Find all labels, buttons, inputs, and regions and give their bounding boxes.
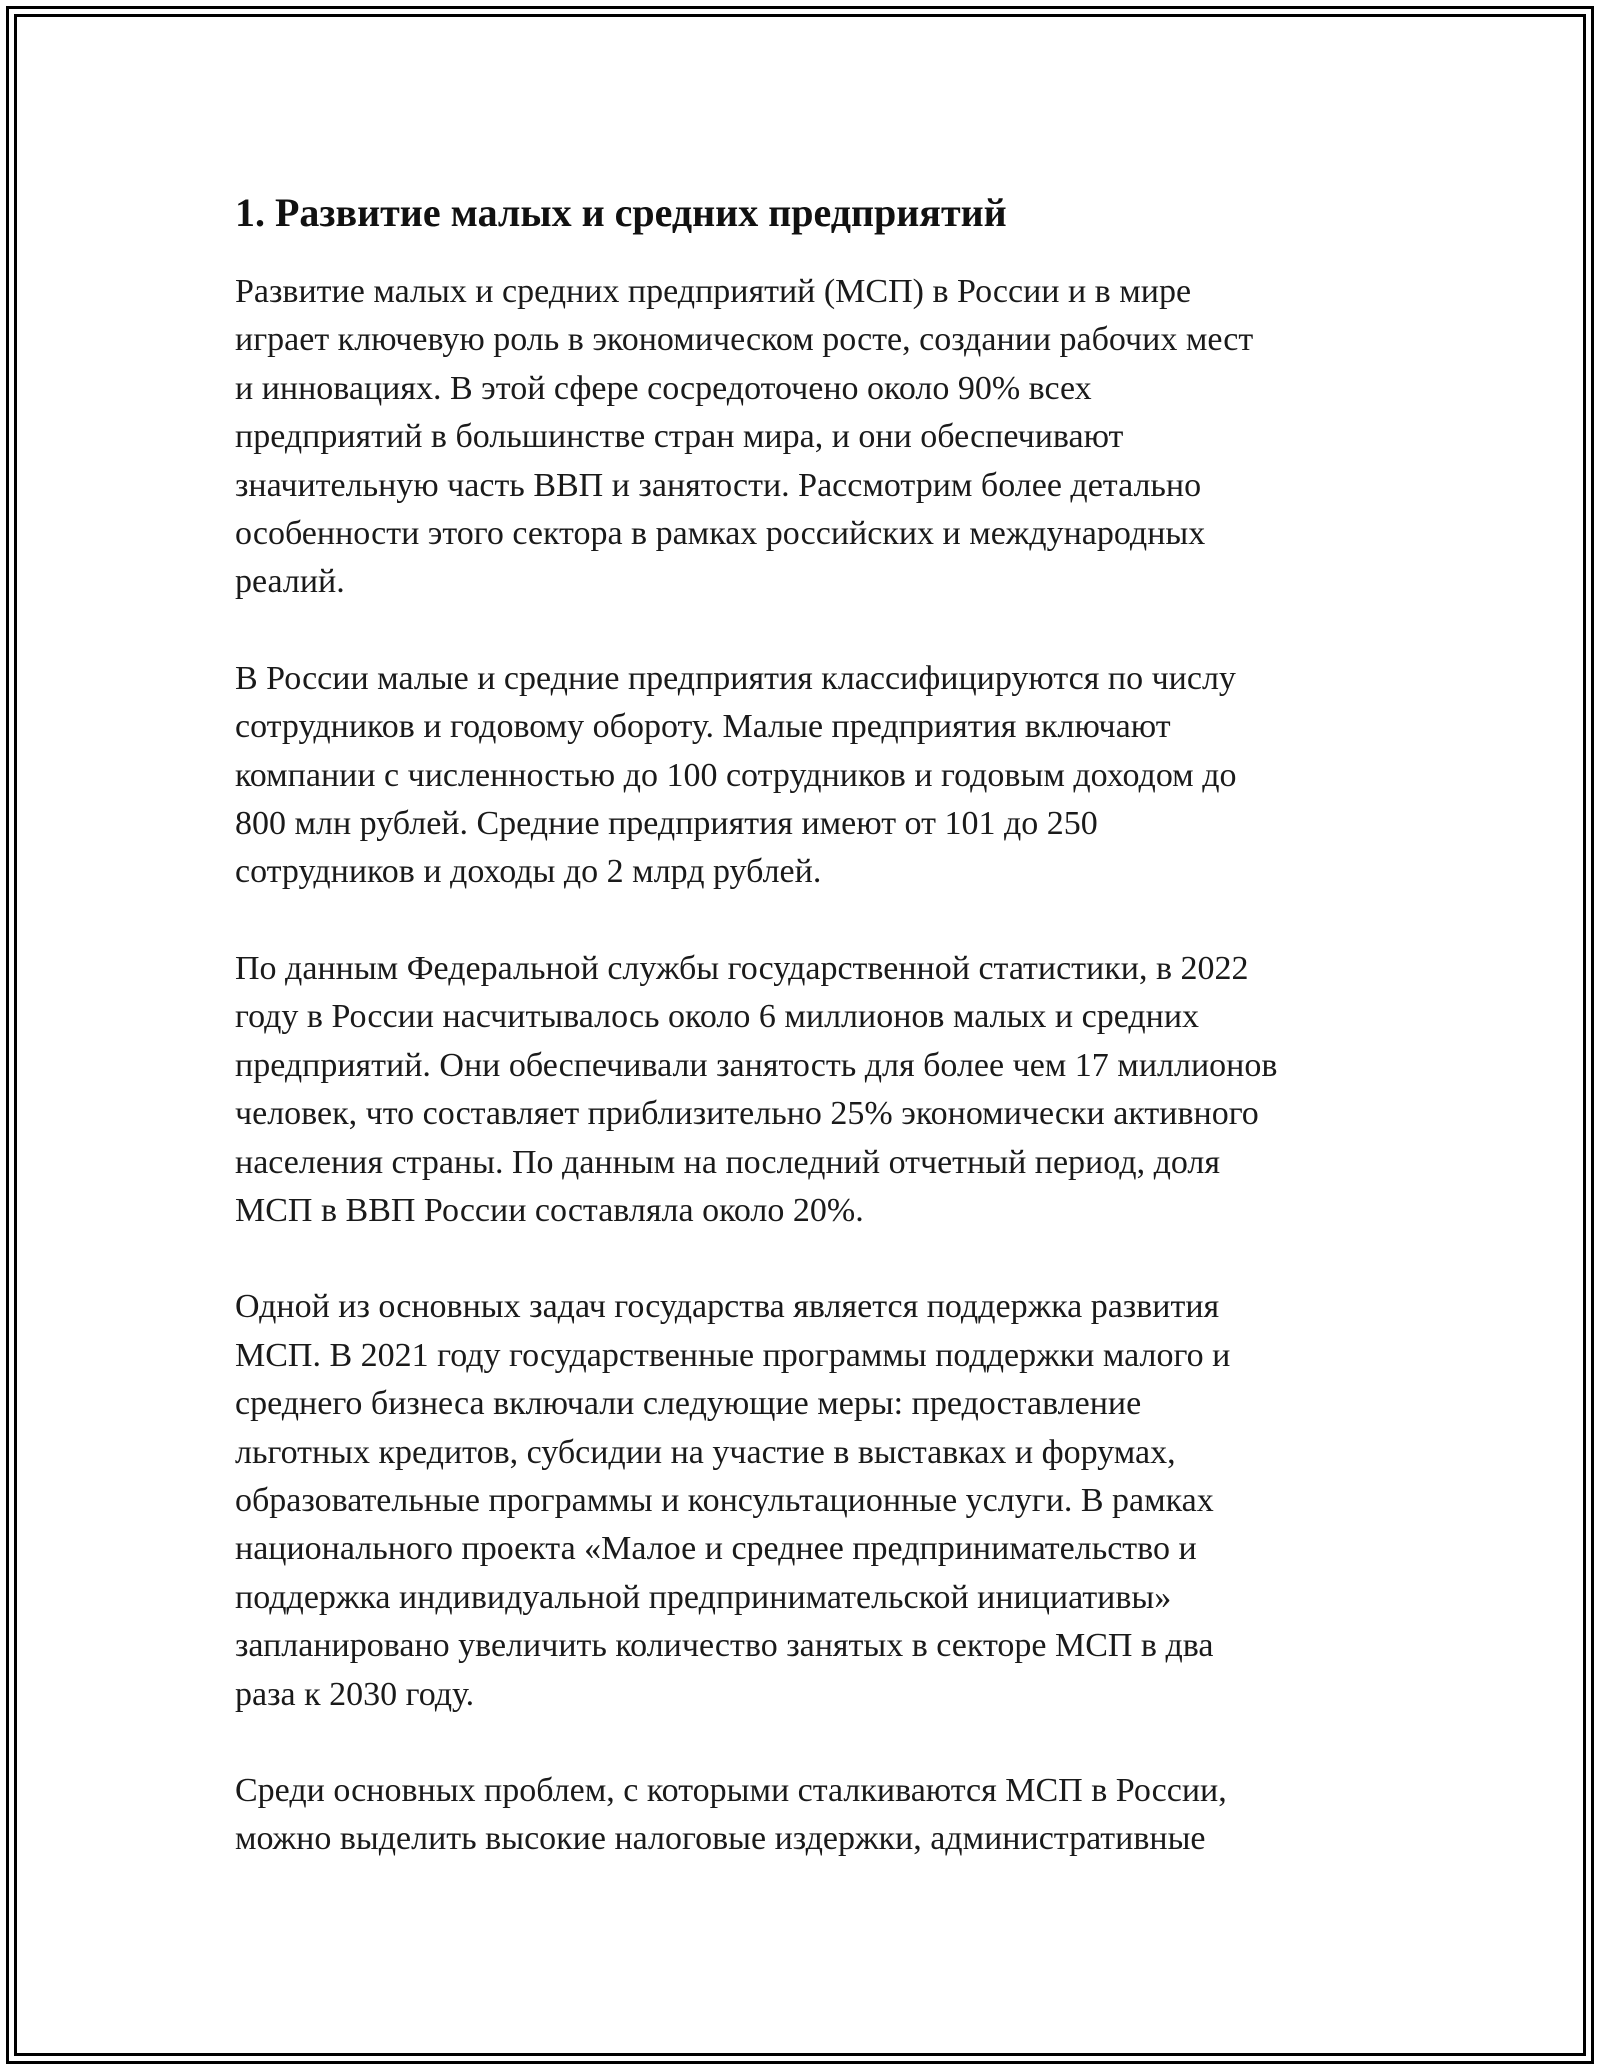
text-line: населения страны. По данным на последний отчетный период, доля [235,1143,1221,1181]
text-line: играет ключевую роль в экономическом росте, создании рабочих мест [235,321,1254,359]
text-line: значительную часть ВВП и занятости. Рассмотрим более детально [235,466,1202,504]
text-line: и инновациях. В этой сфере сосредоточено около 90% всех [235,369,1092,407]
text-line: национального проекта «Малое и среднее предпринимательство и [235,1530,1197,1568]
document-body [235,184,1375,1912]
text-line: запланировано увеличить количество занятых в секторе МСП в два [235,1627,1214,1665]
text-line: МСП в ВВП России составляла около 20%. [235,1191,864,1229]
text-line: 800 млн рублей. Средние предприятия имеют от 101 до 250 [235,805,1098,843]
text-line: МСП. В 2021 году государственные программы поддержки малого и [235,1336,1231,1374]
text-line: предприятий. Они обеспечивали занятость для более чем 17 миллионов [235,1046,1278,1084]
text-line: По данным Федеральной службы государственной статистики, в 2022 [235,949,1249,987]
text-line: поддержка индивидуальной предпринимательской инициативы» [235,1578,1172,1616]
text-line: сотрудников и годовому обороту. Малые предприятия включают [235,708,1171,746]
text-line: можно выделить высокие налоговые издержки, административные [235,1820,1206,1858]
text-line: В России малые и средние предприятия классифицируются по числу [235,659,1236,697]
paragraph-1 [235,268,1375,607]
paragraph-2 [235,655,1375,897]
paragraph-4 [235,1283,1375,1719]
text-line: особенности этого сектора в рамках российских и международных [235,515,1206,553]
text-line: льготных кредитов, субсидии на участие в выставках и форумах, [235,1433,1176,1471]
text-line: Среди основных проблем, с которыми сталкиваются МСП в России, [235,1771,1227,1809]
text-line: году в России насчитывалось около 6 миллионов малых и средних [235,998,1200,1036]
text-line: образовательные программы и консультационные услуги. В рамках [235,1481,1214,1519]
text-line: предприятий в большинстве стран мира, и они обеспечивают [235,418,1124,456]
text-line: среднего бизнеса включали следующие меры: предоставление [235,1385,1142,1423]
text-line: реалий. [235,563,345,601]
section-heading: 1. Развитие малых и средних предприятий [235,190,1007,235]
text-line: сотрудников и доходы до 2 млрд рублей. [235,853,822,891]
text-line: Развитие малых и средних предприятий (МСП) в России и в мире [235,273,1192,310]
text-line: компании с численностью до 100 сотрудников и годовым доходом до [235,756,1237,794]
text-line: человек, что составляет приблизительно 25% экономически активного [235,1095,1259,1133]
paragraph-3 [235,945,1375,1235]
text-line: раза к 2030 году. [235,1675,475,1713]
paragraph-5 [235,1767,1375,1864]
text-line: Одной из основных задач государства является поддержка развития [235,1288,1220,1326]
